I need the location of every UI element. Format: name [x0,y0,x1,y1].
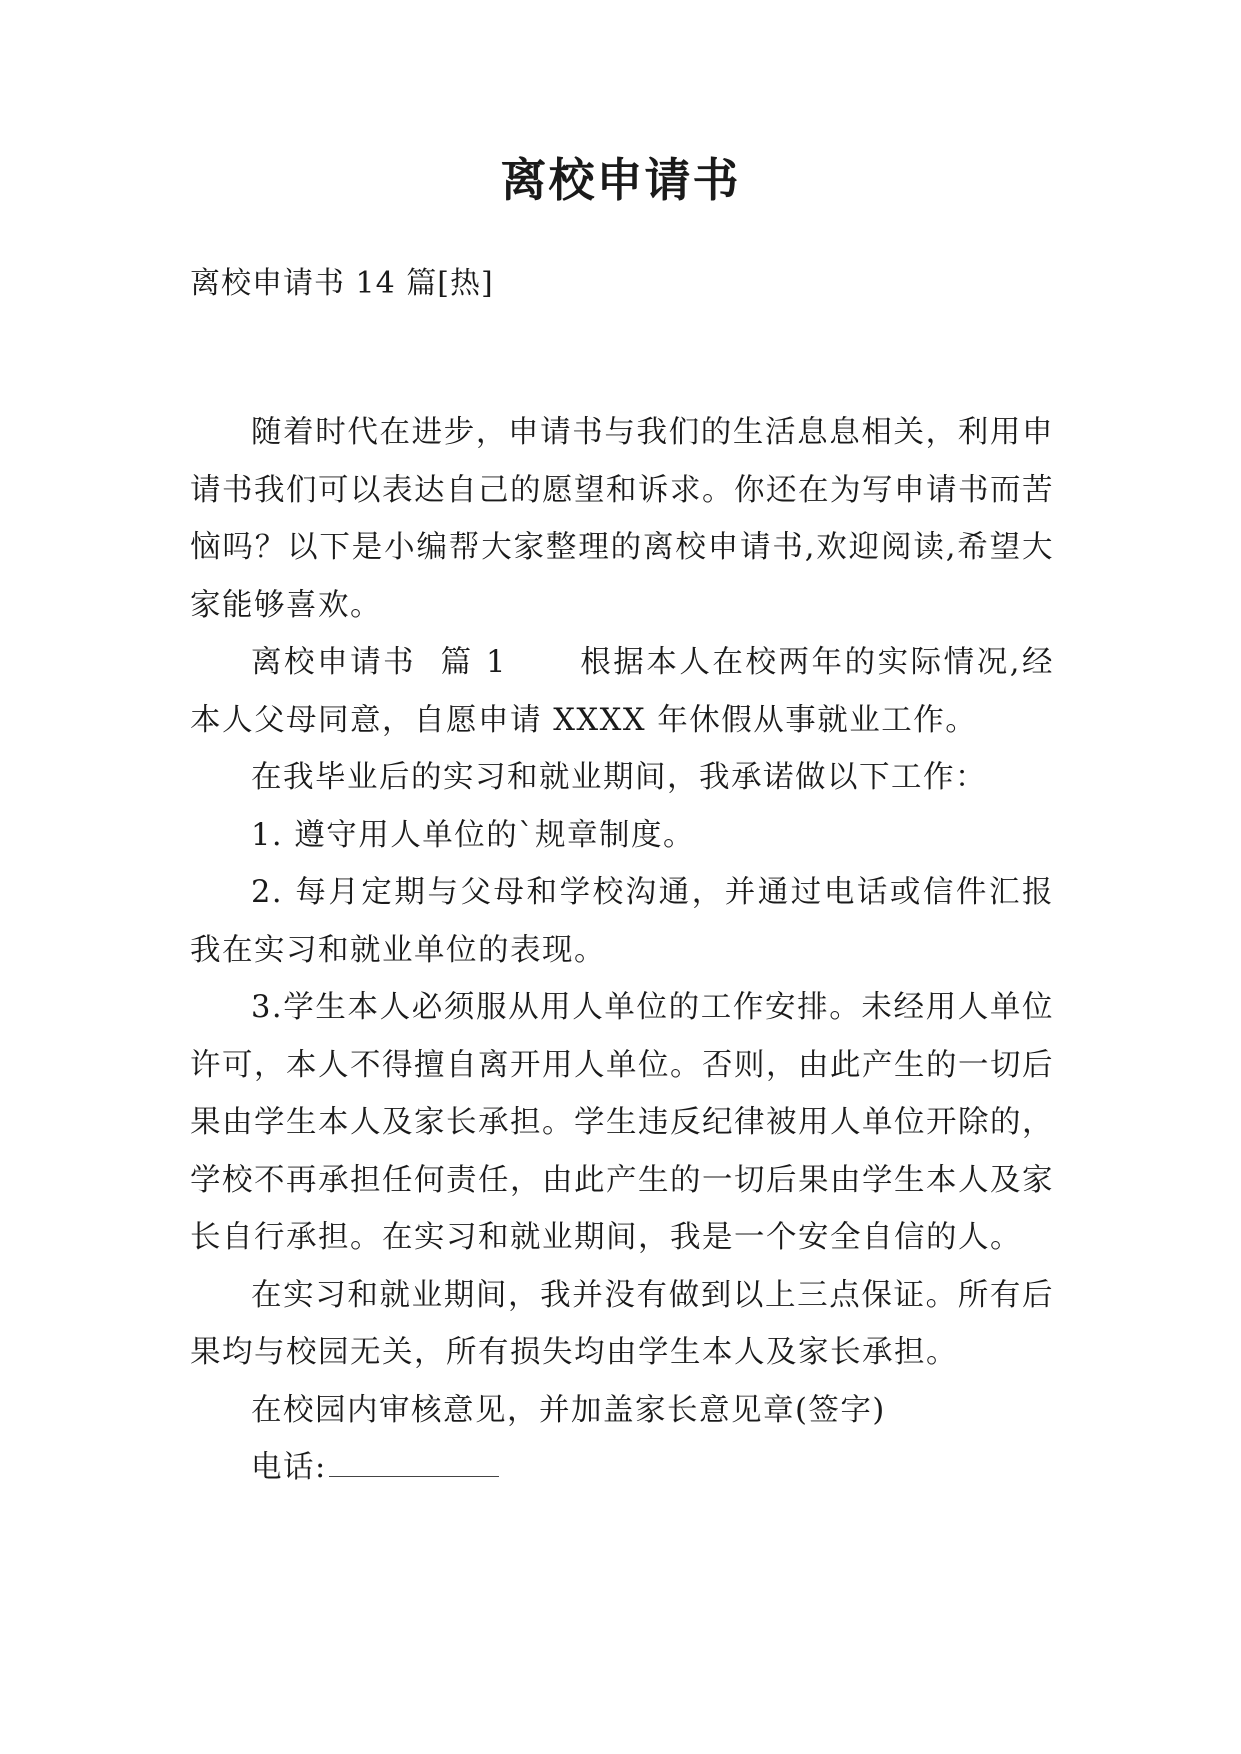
document-body [190,404,1054,1497]
liability-paragraph: 在实习和就业期间，我并没有做到以上三点保证。所有后果均与校园无关，所有损失均由学生本人及家长承担。 [190,1277,1054,1370]
intro-paragraph: 随着时代在进步，申请书与我们的生活息息相关，利用申请书我们可以表达自己的愿望和诉求。你还在为写申请书而苦恼吗？以下是小编帮大家整理的离校申请书,欢迎阅读,希望大家能够喜欢。 [190,415,1054,623]
section-1-paragraph: 离校申请书 篇 1 根据本人在校两年的实际情况,经本人父母同意，自愿申请 XXXX 年休假从事就业工作。 [190,645,1054,738]
approval-paragraph: 在校园内审核意见，并加盖家长意见章(签字) [251,1392,886,1428]
phone-line [190,1439,1054,1497]
phone-label: 电话: [251,1450,327,1485]
document-subtitle: 离校申请书 14 篇[热] [190,266,494,301]
commitment-intro: 在我毕业后的实习和就业期间，我承诺做以下工作： [251,760,987,795]
commitment-item-1: 1. 遵守用人单位的`规章制度。 [251,817,696,853]
commitment-item-3: 3.学生本人必须服从用人单位的工作安排。未经用人单位许可，本人不得擅自离开用人单位。否则，由此产生的一切后果由学生本人及家长承担。学生违反纪律被用人单位开除的，学校不再承担任何责任，由此产生的一切后果由学生本人及家长自行承担。在实习和就业期间，我是一个安全自信的人。 [190,990,1054,1255]
phone-blank-field [329,1452,499,1477]
commitment-item-2: 2. 每月定期与父母和学校沟通，并通过电话或信件汇报我在实习和就业单位的表现。 [190,875,1054,968]
document-title: 离校申请书 [500,153,741,207]
